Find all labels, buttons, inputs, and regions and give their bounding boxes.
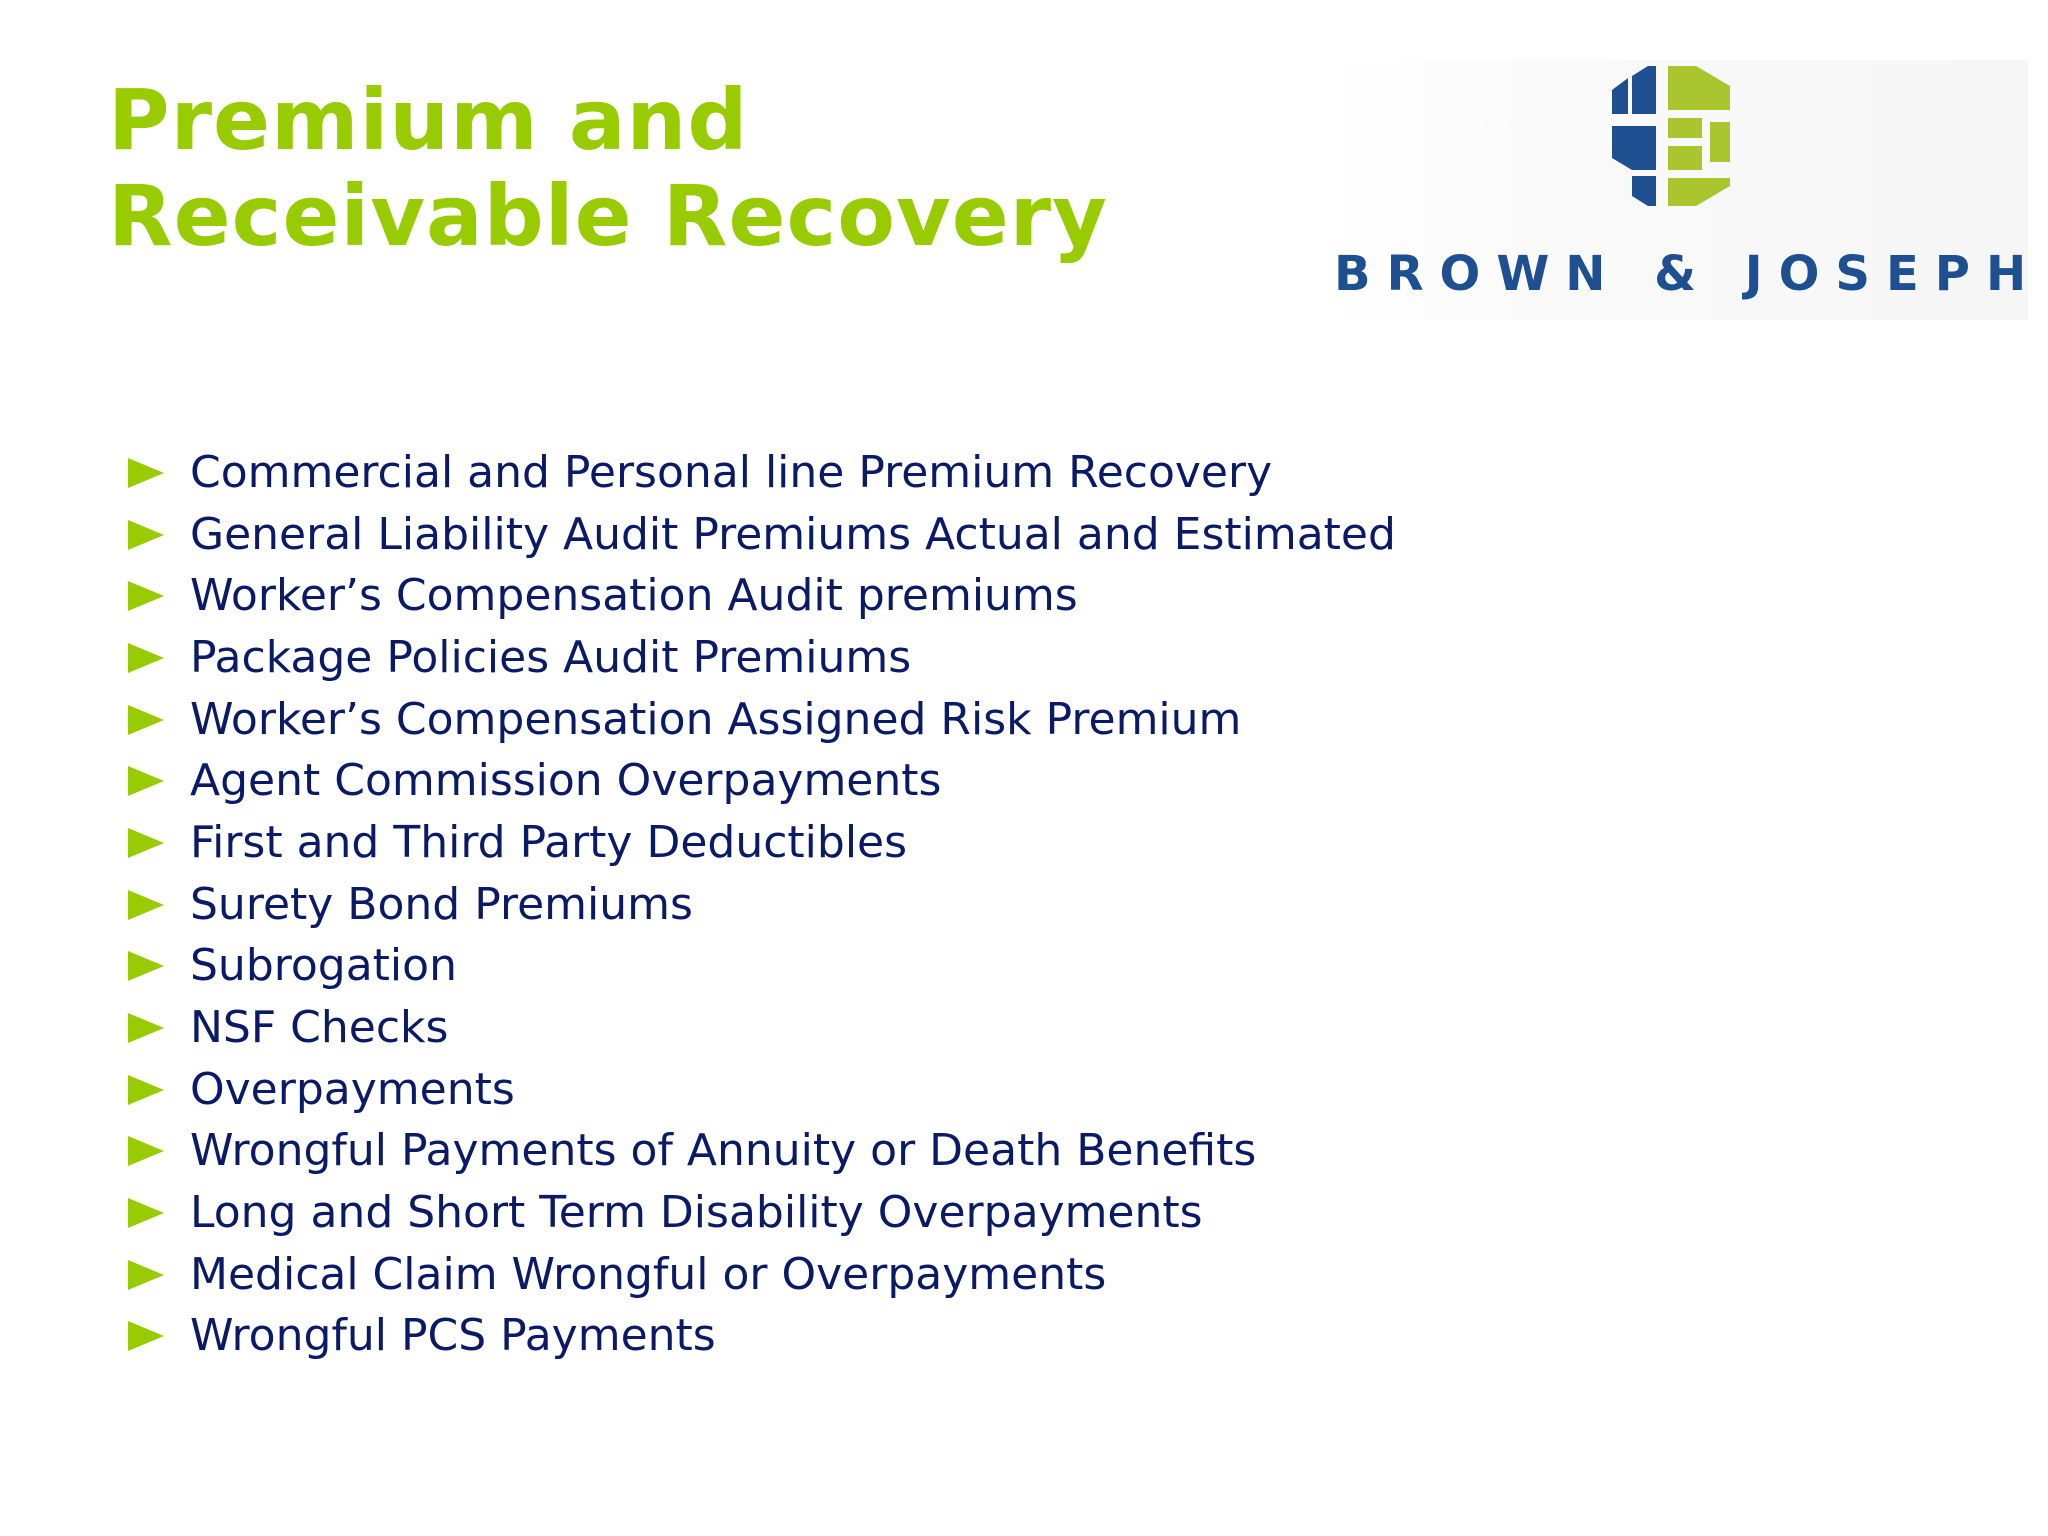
bullet-text: NSF Checks bbox=[190, 1002, 449, 1054]
list-item bbox=[128, 442, 1396, 504]
triangle-right-icon bbox=[128, 1136, 164, 1166]
bullet-text: General Liability Audit Premiums Actual and Estimated bbox=[190, 508, 1396, 560]
slide-title-line-1: Premium and bbox=[108, 71, 749, 169]
list-item bbox=[128, 565, 1396, 627]
list-item bbox=[128, 997, 1396, 1059]
bullet-text: Medical Claim Wrongful or Overpayments bbox=[190, 1248, 1107, 1300]
bullet-text: Package Policies Audit Premiums bbox=[190, 631, 912, 683]
list-item bbox=[128, 627, 1396, 689]
bullet-text: Agent Commission Overpayments bbox=[190, 755, 942, 807]
list-item bbox=[128, 936, 1396, 998]
slide-title-line-2: Receivable Recovery bbox=[108, 167, 1108, 265]
triangle-right-icon bbox=[128, 1013, 164, 1043]
triangle-right-icon bbox=[128, 951, 164, 981]
bullet-list bbox=[128, 442, 1396, 1367]
bullet-text: Overpayments bbox=[190, 1063, 515, 1115]
triangle-right-icon bbox=[128, 828, 164, 858]
list-item bbox=[128, 874, 1396, 936]
bullet-text: Subrogation bbox=[190, 940, 457, 992]
bullet-text: Surety Bond Premiums bbox=[190, 878, 693, 930]
bullet-text: Worker’s Compensation Assigned Risk Premium bbox=[190, 693, 1242, 745]
triangle-right-icon bbox=[128, 520, 164, 550]
bullet-text: First and Third Party Deductibles bbox=[190, 816, 908, 868]
triangle-right-icon bbox=[128, 890, 164, 920]
bullet-text: Long and Short Term Disability Overpayments bbox=[190, 1187, 1203, 1239]
triangle-right-icon bbox=[128, 1321, 164, 1351]
triangle-right-icon bbox=[128, 1075, 164, 1105]
list-item bbox=[128, 1182, 1396, 1244]
list-item bbox=[128, 689, 1396, 751]
triangle-right-icon bbox=[128, 705, 164, 735]
list-item bbox=[128, 750, 1396, 812]
logo-wordmark: BROWN & JOSEPH bbox=[1334, 246, 2043, 302]
bullet-text: Wrongful PCS Payments bbox=[190, 1310, 716, 1362]
list-item bbox=[128, 812, 1396, 874]
triangle-right-icon bbox=[128, 458, 164, 488]
list-item bbox=[128, 1059, 1396, 1121]
list-item bbox=[128, 1306, 1396, 1368]
triangle-right-icon bbox=[128, 1260, 164, 1290]
slide-title bbox=[108, 72, 1108, 264]
triangle-right-icon bbox=[128, 1198, 164, 1228]
list-item bbox=[128, 504, 1396, 566]
list-item bbox=[128, 1121, 1396, 1183]
triangle-right-icon bbox=[128, 581, 164, 611]
triangle-right-icon bbox=[128, 766, 164, 796]
bullet-text: Worker’s Compensation Audit premiums bbox=[190, 570, 1078, 622]
brown-joseph-mark-icon bbox=[1606, 66, 1736, 206]
bullet-text: Wrongful Payments of Annuity or Death Benefits bbox=[190, 1125, 1257, 1177]
company-logo bbox=[1328, 60, 2043, 320]
triangle-right-icon bbox=[128, 643, 164, 673]
list-item bbox=[128, 1244, 1396, 1306]
bullet-text: Commercial and Personal line Premium Recovery bbox=[190, 446, 1273, 498]
